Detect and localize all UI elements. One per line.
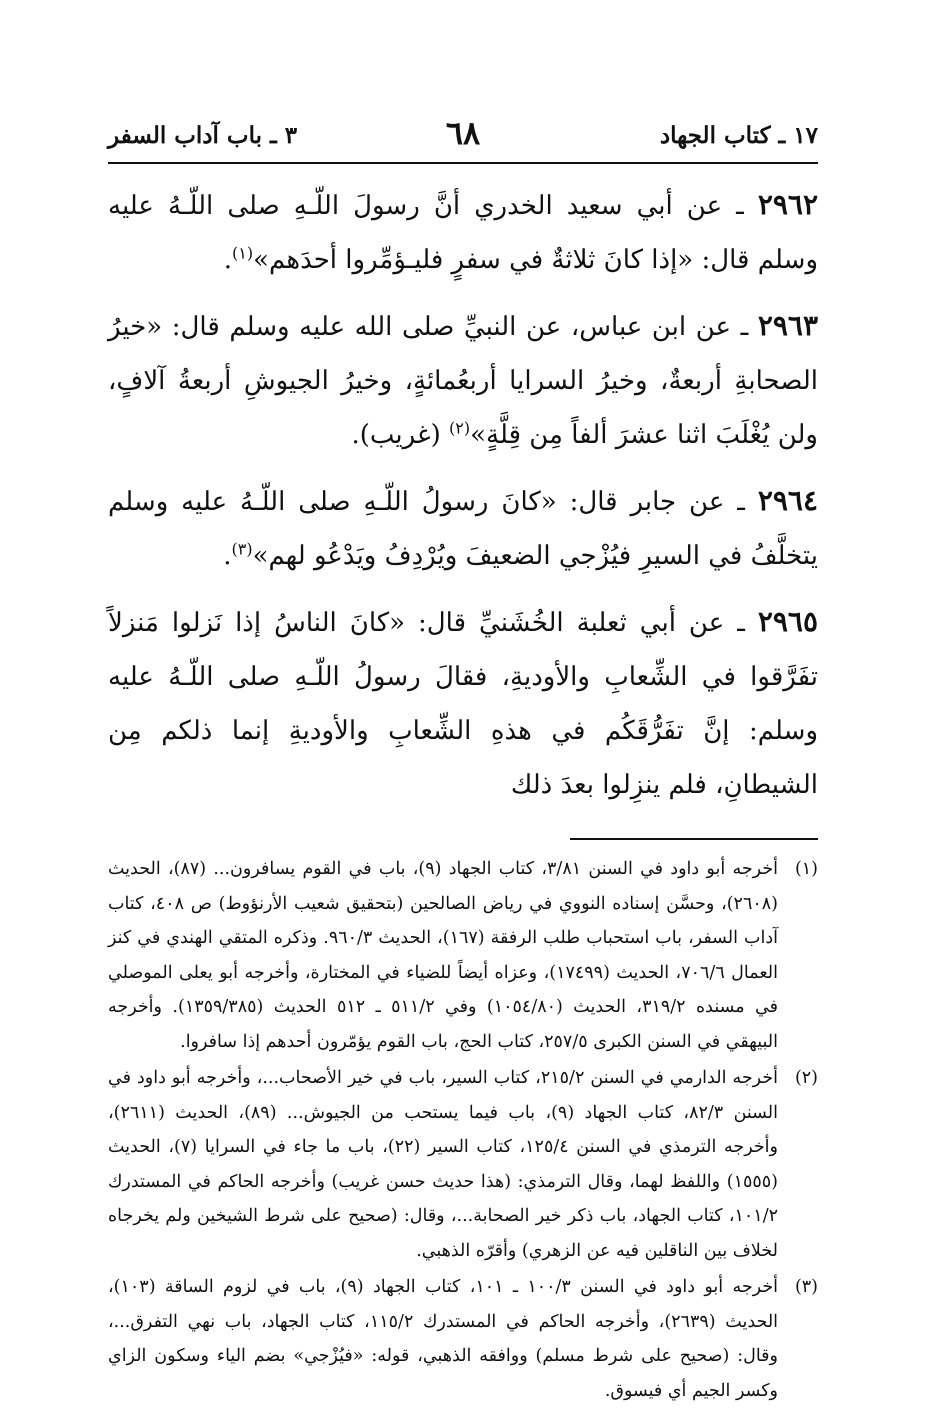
hadith-entry (108, 178, 818, 287)
footnote-number: (٣) (794, 1277, 818, 1297)
hadith-text: ـ عن ابن عباس، عن النبيِّ صلى الله عليه وسلم قال: «خيرُ الصحابةِ أربعةٌ، وخيرُ السرايا أربعُمائةٍ، وخيرُ الجيوشِ أربعةُ آلافٍ، ولن يُغْلَبَ اثنا عشرَ ألفاً مِن قِلَّةٍ» (108, 312, 818, 450)
section-title: ٣ ـ باب آداب السفر (108, 122, 298, 149)
footnote-number: (٢) (794, 1068, 818, 1088)
hadith-text: ـ عن جابر قال: «كانَ رسولُ اللّـهِ صلى اللّـهُ عليه وسلم يتخلَّفُ في السيرِ فيُزْجي الضعيفَ ويُرْدِفُ ويَدْعُو لهم» (108, 487, 818, 571)
footnote-item (108, 1061, 818, 1268)
footnote-text: أخرجه الدارمي في السنن ٢١٥/٢، كتاب السير، باب في خير الأصحاب...، وأخرجه أبو داود في السنن ٨٢/٣، كتاب الجهاد (٩)، باب فيما يستحب من الجيوش... (٨٩)، الحديث (٢٦١١)، وأخرجه الترمذي في السنن ١٢٥/٤، كتاب السير (٢٢)، باب ما جاء في السرايا (٧)، الحديث (١٥٥٥) واللفظ لهما، وقال الترمذي: (هذا حديث حسن غريب) وأخرجه الحاكم في المستدرك ١٠١/٢، كتاب الجهاد، باب ذكر خير الصحابة...، وقال: (صحيح على شرط الشيخين ولم يخرجاه لخلاف بين الناقلين فيه عن الزهري) وأقرّه الذهبي. (108, 1068, 778, 1261)
hadith-number: ٢٩٦٥ (757, 605, 818, 638)
chapter-title: ١٧ ـ كتاب الجهاد (659, 122, 818, 149)
footnote-item (108, 1270, 818, 1408)
footnote-reference[interactable]: (١) (232, 243, 254, 263)
hadith-entry (108, 474, 818, 583)
hadith-list (108, 178, 818, 812)
footnote-text: أخرجه أبو داود في السنن ١٠٠/٣ ـ ١٠١، كتاب الجهاد (٩)، باب في لزوم الساقة (١٠٣)، الحديث (٢٦٣٩)، وأخرجه الحاكم في المستدرك ١١٥/٢، كتاب الجهاد، باب نهي التفرق...، وقال: (صحيح على شرط مسلم) ووافقه الذهبي، قوله: «فيُزْجي» بضم الياء وسكون الزاي وكسر الجيم أي فيسوق. (108, 1277, 779, 1401)
hadith-entry (108, 299, 818, 462)
footnote-reference[interactable]: (٣) (231, 539, 253, 559)
hadith-number: ٢٩٦٤ (757, 484, 818, 517)
footnote-reference[interactable]: (٢) (449, 418, 471, 438)
footnote-text: أخرجه أبو داود في السنن ٣/٨١، كتاب الجهاد (٩)، باب في القوم يسافرون... (٨٧)، الحديث (٢٦٠٨)، وحسَّن إسناده النووي في رياض الصالحين (بتحقيق شعيب الأرنؤوط) ص ٤٠٨، كتاب آداب السفر، باب استحباب طلب الرفقة (١٦٧)، الحديث ٩٦٠/٣. وذكره المتقي الهندي في كنز العمال ٧٠٦/٦، الحديث (١٧٤٩٩)، وعزاه أيضاً للضياء في المختارة، وأخرجه أبو يعلى الموصلي في مسنده ٣١٩/٢، الحديث (١٠٥٤/٨٠) وفي ٥١١/٢ ـ ٥١٢ الحديث (١٣٥٩/٣٨٥). وأخرجه البيهقي في السنن الكبرى ٢٥٧/٥، كتاب الحج، باب القوم يؤمّرون أحدهم إذا سافروا. (108, 859, 779, 1052)
hadith-tail: . (223, 245, 233, 275)
hadith-number: ٢٩٦٢ (757, 188, 818, 221)
hadith-text: ـ عن أبي ثعلبة الخُشَنيِّ قال: «كانَ الناسُ إذا نَزلوا مَنزلاً تفَرَّقوا في الشِّعابِ والأوديةِ، فقالَ رسولُ اللّـهِ صلى اللّـهُ عليه وسلم: إنَّ تفَرُّقَكُم في هذهِ الشِّعابِ والأوديةِ إنما ذلكم مِن الشيطانِ، فلم ينزِلوا بعدَ ذلك (108, 608, 818, 800)
page-number: ٦٨ (445, 114, 481, 152)
running-header (108, 112, 818, 164)
hadith-tail: (غريب). (351, 420, 450, 450)
hadith-number: ٢٩٦٣ (757, 309, 818, 342)
hadith-text: ـ عن أبي سعيد الخدري أنَّ رسولَ اللّـهِ صلى اللّـهُ عليه وسلم قال: «إذا كانَ ثلاثةٌ في سفرٍ فليـؤمِّروا أحدَهم» (108, 191, 818, 275)
footnote-item (108, 852, 818, 1059)
hadith-tail: . (223, 541, 232, 571)
footnote-number: (١) (794, 859, 818, 879)
footnote-divider (570, 838, 818, 840)
hadith-entry (108, 595, 818, 812)
footnotes (108, 852, 818, 1408)
